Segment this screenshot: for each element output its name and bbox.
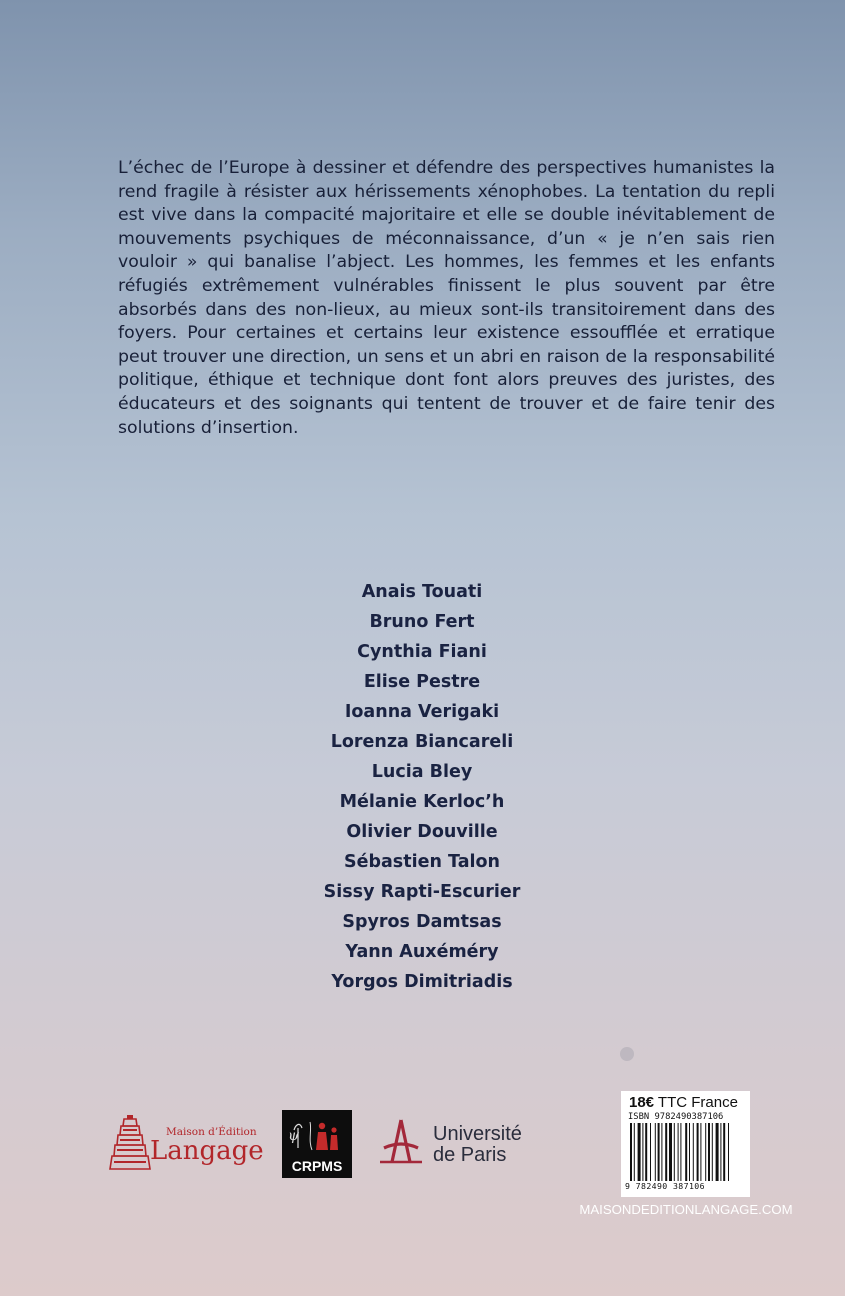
- author-name: Lucia Bley: [371, 762, 473, 782]
- langage-publisher-logo: [108, 1113, 264, 1173]
- author-name: Anais Touati: [361, 582, 483, 602]
- price-amount: 18€: [629, 1094, 655, 1111]
- author-name: Yann Auxéméry: [345, 942, 499, 962]
- eiffel-tower-icon: [378, 1118, 424, 1164]
- barcode-icon: [630, 1123, 742, 1181]
- crpms-logo: [282, 1110, 352, 1178]
- author-name: Elise Pestre: [363, 672, 481, 692]
- langage-logo-tagline: Maison d’Édition: [166, 1126, 257, 1138]
- author-name: Olivier Douville: [346, 822, 498, 842]
- svg-text:ψ: ψ: [288, 1128, 299, 1144]
- universite-wordmark: [433, 1124, 522, 1166]
- author-name: Yorgos Dimitriadis: [331, 972, 513, 992]
- langage-logo-wordmark: Langage: [150, 1136, 264, 1166]
- author-name: Lorenza Biancareli: [330, 732, 514, 752]
- crpms-figures-icon: [282, 1110, 352, 1160]
- price-tag: [629, 1094, 738, 1111]
- back-cover-blurb: L’échec de l’Europe à dessiner et défendre des perspectives humanistes la rend fragile à résister aux hérissements xénophobes. La tentation du repli est vive dans la compacité majoritaire et elle se double inévitablement de mouvements psychiques de méconnaissance, d’un « je n’en sais rien vouloir » qui banalise l’abject. Les hommes, les femmes et les enfants réfugiés extrêmement vulnérables finissent le plus souvent par être absorbés dans des non-lieux, au mieux sont-ils transitoirement dans des foyers. Pour certaines et certains leur existence essoufflée et erratique peut trouver une direction, un sens et un abri en raison de la responsabilité politique, éthique et technique dont font alors preuves des juristes, des éducateurs et des soignants qui tentent de trouver et de faire tenir des solutions d’insertion.: [118, 158, 775, 438]
- author-name: Sébastien Talon: [344, 852, 500, 872]
- de-paris-line: de Paris: [433, 1144, 507, 1166]
- author-name: Ioanna Verigaki: [344, 702, 500, 722]
- author-name: Cynthia Fiani: [357, 642, 487, 662]
- barcode-label: [621, 1091, 750, 1197]
- isbn-number: ISBN 9782490387106: [628, 1112, 724, 1122]
- author-list: [222, 577, 622, 997]
- author-name: Mélanie Kerloc’h: [339, 792, 505, 812]
- background-dust-spot: [620, 1047, 634, 1061]
- babel-tower-icon: [108, 1113, 152, 1173]
- author-name: Sissy Rapti-Escurier: [323, 882, 521, 902]
- price-suffix: TTC France: [654, 1094, 738, 1111]
- universite-de-paris-logo: [378, 1118, 538, 1168]
- publisher-website: MAISONDEDITIONLANGAGE.COM: [579, 1202, 793, 1217]
- universite-line: Université: [433, 1123, 522, 1145]
- barcode-digits: 9 782490 387106: [625, 1181, 705, 1191]
- author-name: Bruno Fert: [369, 612, 475, 632]
- crpms-logo-text: CRPMS: [291, 1158, 343, 1174]
- author-name: Spyros Damtsas: [342, 912, 502, 932]
